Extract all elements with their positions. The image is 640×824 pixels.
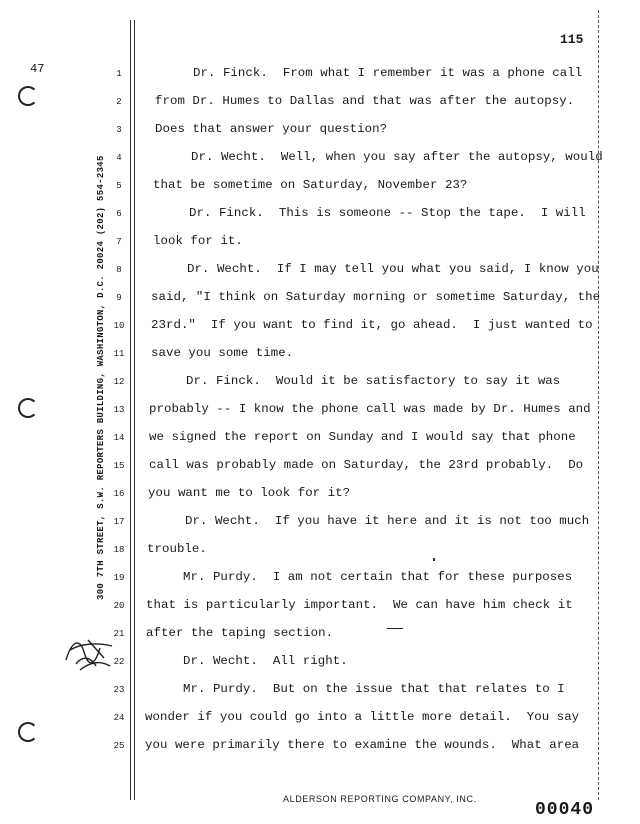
stray-speck xyxy=(433,558,435,561)
transcript-line: said, "I think on Saturday morning or sometime Saturday, the xyxy=(151,290,601,304)
document-number: 00040 xyxy=(535,800,595,820)
transcript-line: we signed the report on Sunday and I would say that phone xyxy=(149,430,576,444)
punch-hole-top xyxy=(18,86,38,106)
transcript-line: look for it. xyxy=(153,234,243,248)
line-number: 19 xyxy=(113,573,125,583)
line-number: 7 xyxy=(116,237,122,247)
page-number: 115 xyxy=(560,32,584,47)
line-number: 13 xyxy=(113,405,125,415)
line-number: 5 xyxy=(116,181,122,191)
transcript-line: Dr. Finck. Would it be satisfactory to say it was xyxy=(186,374,561,388)
line-number: 11 xyxy=(113,349,125,359)
transcript-line: 23rd." If you want to find it, go ahead. I just wanted to xyxy=(151,318,593,332)
line-number: 25 xyxy=(113,741,125,751)
punch-hole-middle xyxy=(18,398,38,418)
transcript-line: Dr. Wecht. All right. xyxy=(183,654,348,668)
transcript-line: Does that answer your question? xyxy=(155,122,388,136)
line-number: 3 xyxy=(116,125,122,135)
transcript-line: Dr. Finck. This is someone -- Stop the tape. I will xyxy=(189,206,586,220)
line-number: 14 xyxy=(113,433,125,443)
line-number: 22 xyxy=(113,657,125,667)
line-number: 9 xyxy=(116,293,122,303)
transcript-line: from Dr. Humes to Dallas and that was after the autopsy. xyxy=(155,94,575,108)
line-number: 4 xyxy=(116,153,122,163)
transcript-line: Dr. Wecht. If I may tell you what you said, I know you xyxy=(187,262,599,276)
transcript-line: Mr. Purdy. I am not certain that for these purposes xyxy=(183,570,573,584)
transcript-line: trouble. xyxy=(147,542,207,556)
line-number: 24 xyxy=(113,713,125,723)
margin-rule-right xyxy=(134,20,135,800)
transcript-line: after the taping section. xyxy=(146,626,334,640)
line-number: 1 xyxy=(116,69,122,79)
line-number: 17 xyxy=(113,517,125,527)
line-number: 15 xyxy=(113,461,125,471)
line-number: 16 xyxy=(113,489,125,499)
stray-mark xyxy=(387,628,403,629)
transcript-line: Dr. Finck. From what I remember it was a phone call xyxy=(193,66,583,80)
line-number: 18 xyxy=(113,545,125,555)
handwritten-initials xyxy=(60,630,120,676)
line-number: 8 xyxy=(116,265,122,275)
transcript-line: Dr. Wecht. If you have it here and it is not too much xyxy=(185,514,590,528)
transcript-line: Mr. Purdy. But on the issue that that relates to I xyxy=(183,682,565,696)
side-address: 300 7TH STREET, S.W. REPORTERS BUILDING, WASHINGTON, D.C. 20024 (202) 554-2345 xyxy=(96,155,106,600)
transcript-line: you want me to look for it? xyxy=(148,486,351,500)
right-border xyxy=(598,10,599,800)
line-number: 21 xyxy=(113,629,125,639)
line-number: 20 xyxy=(113,601,125,611)
margin-number: 47 xyxy=(30,62,45,76)
footer-company: ALDERSON REPORTING COMPANY, INC. xyxy=(283,794,477,804)
transcript-line: wonder if you could go into a little more detail. You say xyxy=(145,710,580,724)
line-number: 2 xyxy=(116,97,122,107)
transcript-line: Dr. Wecht. Well, when you say after the autopsy, would xyxy=(191,150,603,164)
transcript-line: that be sometime on Saturday, November 23? xyxy=(153,178,468,192)
punch-hole-bottom xyxy=(18,722,38,742)
transcript-line: save you some time. xyxy=(151,346,294,360)
line-number: 10 xyxy=(113,321,125,331)
margin-rule-left xyxy=(130,20,131,800)
transcript-line: you were primarily there to examine the wounds. What area xyxy=(145,738,580,752)
line-number: 12 xyxy=(113,377,125,387)
transcript-line: call was probably made on Saturday, the 23rd probably. Do xyxy=(149,458,584,472)
line-number: 6 xyxy=(116,209,122,219)
transcript-line: that is particularly important. We can have him check it xyxy=(146,598,573,612)
transcript-line: probably -- I know the phone call was made by Dr. Humes and xyxy=(149,402,591,416)
line-number: 23 xyxy=(113,685,125,695)
